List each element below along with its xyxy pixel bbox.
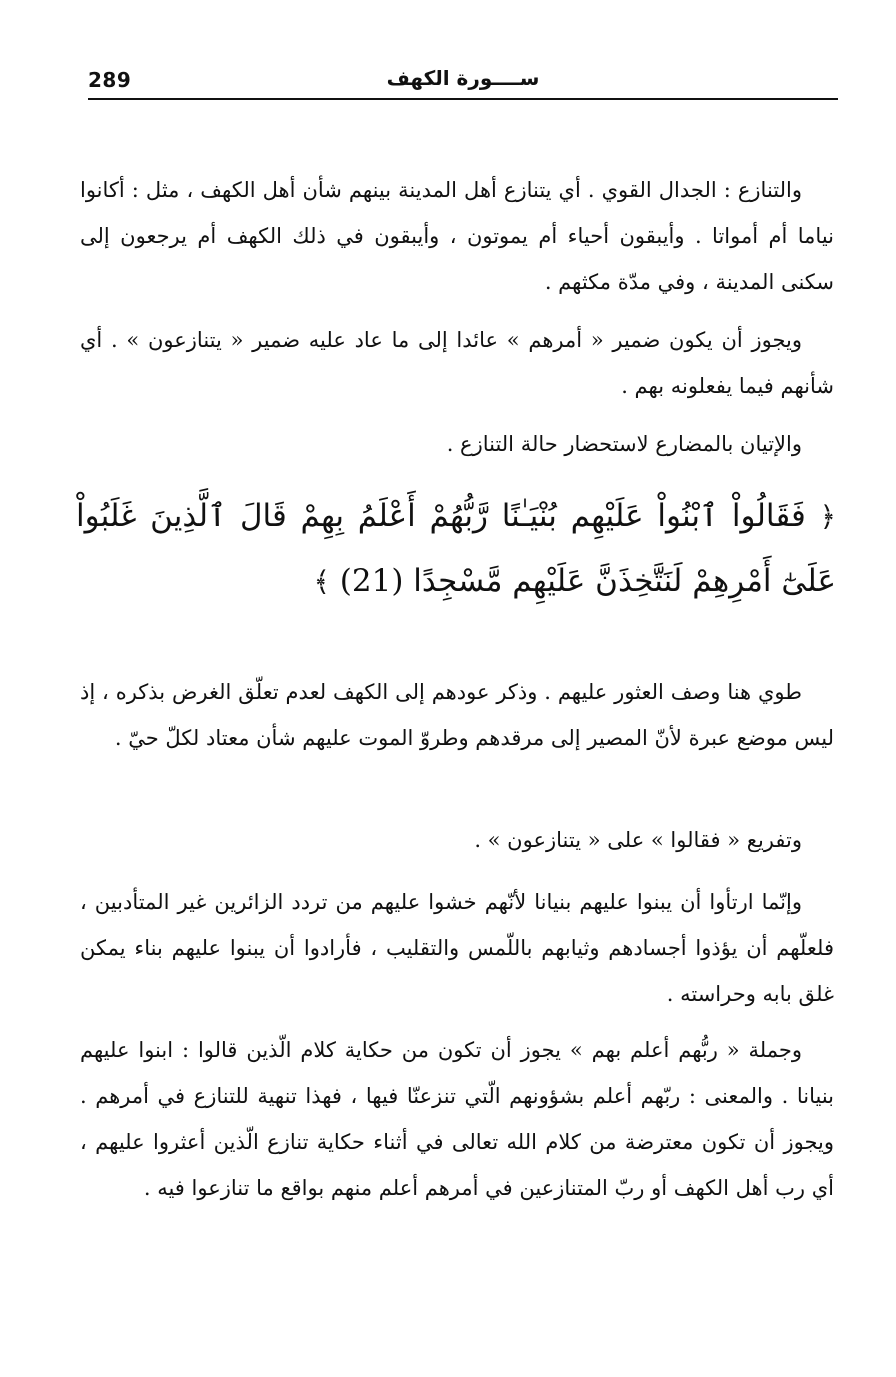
paragraph-present-tense: والإتيان بالمضارع لاستحضار حالة التنازع . [446,432,802,456]
verse-text: فَقَالُواْ ٱبْنُواْ عَلَيْهِم بُنْيَـٰنًا رَّبُّهُمْ أَعْلَمُ بِهِمْ قَالَ ٱلَّذِينَ غَلَبُواْ عَلَىٰٓ أَمْرِهِمْ لَنَتَّخِذَنَّ عَلَيْهِم مَّسْجِدًا [76,498,836,599]
quran-verse [76,484,836,614]
page-header [88,64,838,100]
surah-title: ســــورة الكهف [386,66,540,90]
verse-number: (21) [339,563,404,599]
paragraph-tafri: وتفريع « فقالوا » على « يتنازعون » . [474,828,802,852]
verse-close-bracket: ﴾ [313,565,330,598]
paragraph-rabbuhum-sentence: وجملة « ربُّهم أعلم بهم » يجوز أن تكون من حكاية كلام الّذين قالوا : ابنوا عليهم بنيانا . والمعنى : ربّهم أعلم بشؤونهم الّتي تنزعنّا فيها ، فهذا تنهية للتنازع في أمرهم . ويجوز أن تكون معترضة من كلام الله تعالى في أثناء حكاية تنازع الّذين أعثروا عليهم ، أي رب أهل الكهف أو ربّ المتنازعين في أمرهم أعلم منهم بواقع ما تنازعوا فيه . [80,1038,834,1200]
paragraph-tanazu-definition: والتنازع : الجدال القوي . أي يتنازع أهل المدينة بينهم شأن أهل الكهف ، مثل : أكانوا نياما أم أمواتا . وأيبقون أحياء أم يموتون ، وأيبقون في ذلك الكهف أم يرجعون إلى سكنى المدينة ، وفي مدّة مكثهم . [80,178,835,294]
paragraph-pronoun-reference: ويجوز أن يكون ضمير « أمرهم » عائدا إلى ما عاد عليه ضمير « يتنازعون » . أي شأنهم فيما يفعلونه بهم . [80,328,834,398]
paragraph-building-reason: وإنّما ارتأوا أن يبنوا عليهم بنيانا لأنّهم خشوا عليهم من تردد الزائرين غير المتأدبين ، فلعلّهم أن يؤذوا أجسادهم وثيابهم باللّمس والتقليب ، فأرادوا أن يبنوا عليهم بناء يمكن غلق بابه وحراسته . [80,890,834,1006]
verse-open-bracket: ﴿ [819,500,836,533]
page-number: 289 [88,68,132,92]
paragraph-discovery-omitted: طوي هنا وصف العثور عليهم . وذكر عودهم إلى الكهف لعدم تعلّق الغرض بذكره ، إذ ليس موضع عبرة لأنّ المصير إلى مرقدهم وطروّ الموت عليهم شأن معتاد لكلّ حيّ . [80,680,834,750]
